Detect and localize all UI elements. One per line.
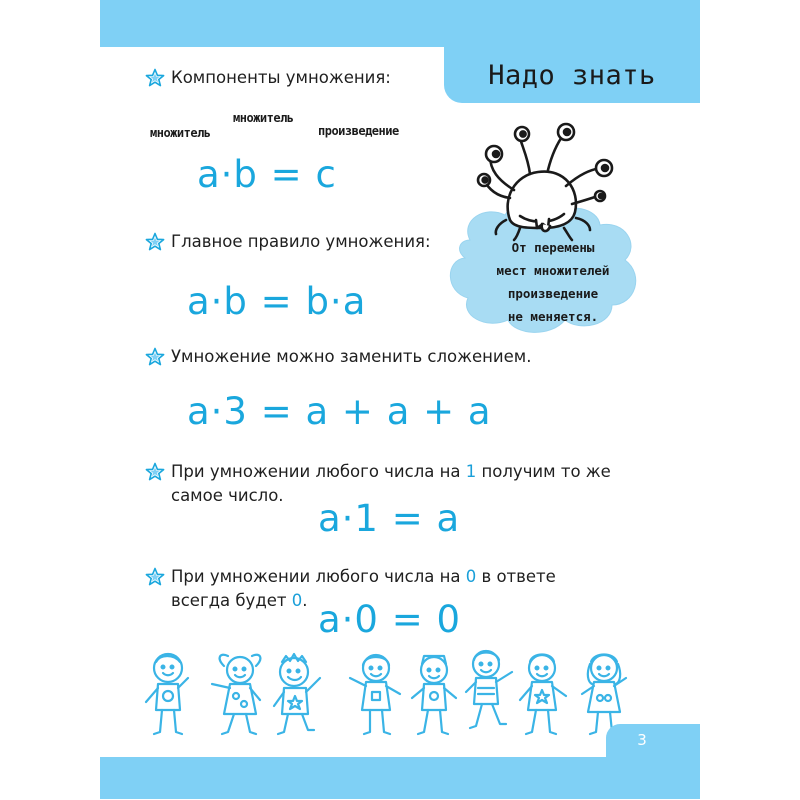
label-factor-2: множитель <box>233 111 294 125</box>
star-icon <box>145 68 165 88</box>
formula-commutative: a·b = b·a <box>187 280 367 323</box>
rule-main <box>145 230 431 254</box>
kid-icon <box>146 654 188 734</box>
kids-illustration <box>140 648 640 744</box>
rule-text: Компоненты умножения: <box>171 68 391 87</box>
rule-text: Главное правило умножения: <box>171 232 431 251</box>
kid-icon <box>582 655 626 735</box>
kid-icon <box>412 656 456 734</box>
monster-note: От перемены мест множителей произведение не меняется. <box>496 240 610 324</box>
kid-icon <box>212 655 260 734</box>
header-title: Надо знать <box>488 59 656 91</box>
rule-components <box>145 66 391 90</box>
star-icon <box>145 232 165 252</box>
highlight-one: 1 <box>465 462 477 481</box>
highlight-zero: 0 <box>465 567 477 586</box>
rule-text: Умножение можно заменить сложением. <box>171 347 532 366</box>
formula-components: a·b = c <box>197 153 337 196</box>
star-icon <box>145 567 165 587</box>
kid-icon <box>466 651 512 728</box>
page-number-tab <box>606 724 700 758</box>
label-factor-1: множитель <box>150 126 211 140</box>
top-band <box>100 0 700 47</box>
page-number: 3 <box>637 731 647 749</box>
bottom-band <box>100 757 700 799</box>
star-icon <box>145 462 165 482</box>
label-product: произведение <box>318 124 399 138</box>
star-icon <box>145 347 165 367</box>
formula-multiply-one: a·1 = a <box>318 497 461 540</box>
kid-icon <box>274 654 320 734</box>
highlight-zero-2: 0 <box>291 591 303 610</box>
formula-multiply-zero: a·0 = 0 <box>318 598 462 641</box>
kid-icon <box>520 655 566 735</box>
formula-addition: a·3 = a + a + a <box>187 390 492 433</box>
header-tab <box>444 47 700 103</box>
rule-text: При умножении любого числа на 1 получим то же самое число. <box>171 462 611 505</box>
rule-text: При умножении любого числа на 0 в ответе всегда будет 0. <box>171 567 556 610</box>
kid-icon <box>350 655 400 734</box>
